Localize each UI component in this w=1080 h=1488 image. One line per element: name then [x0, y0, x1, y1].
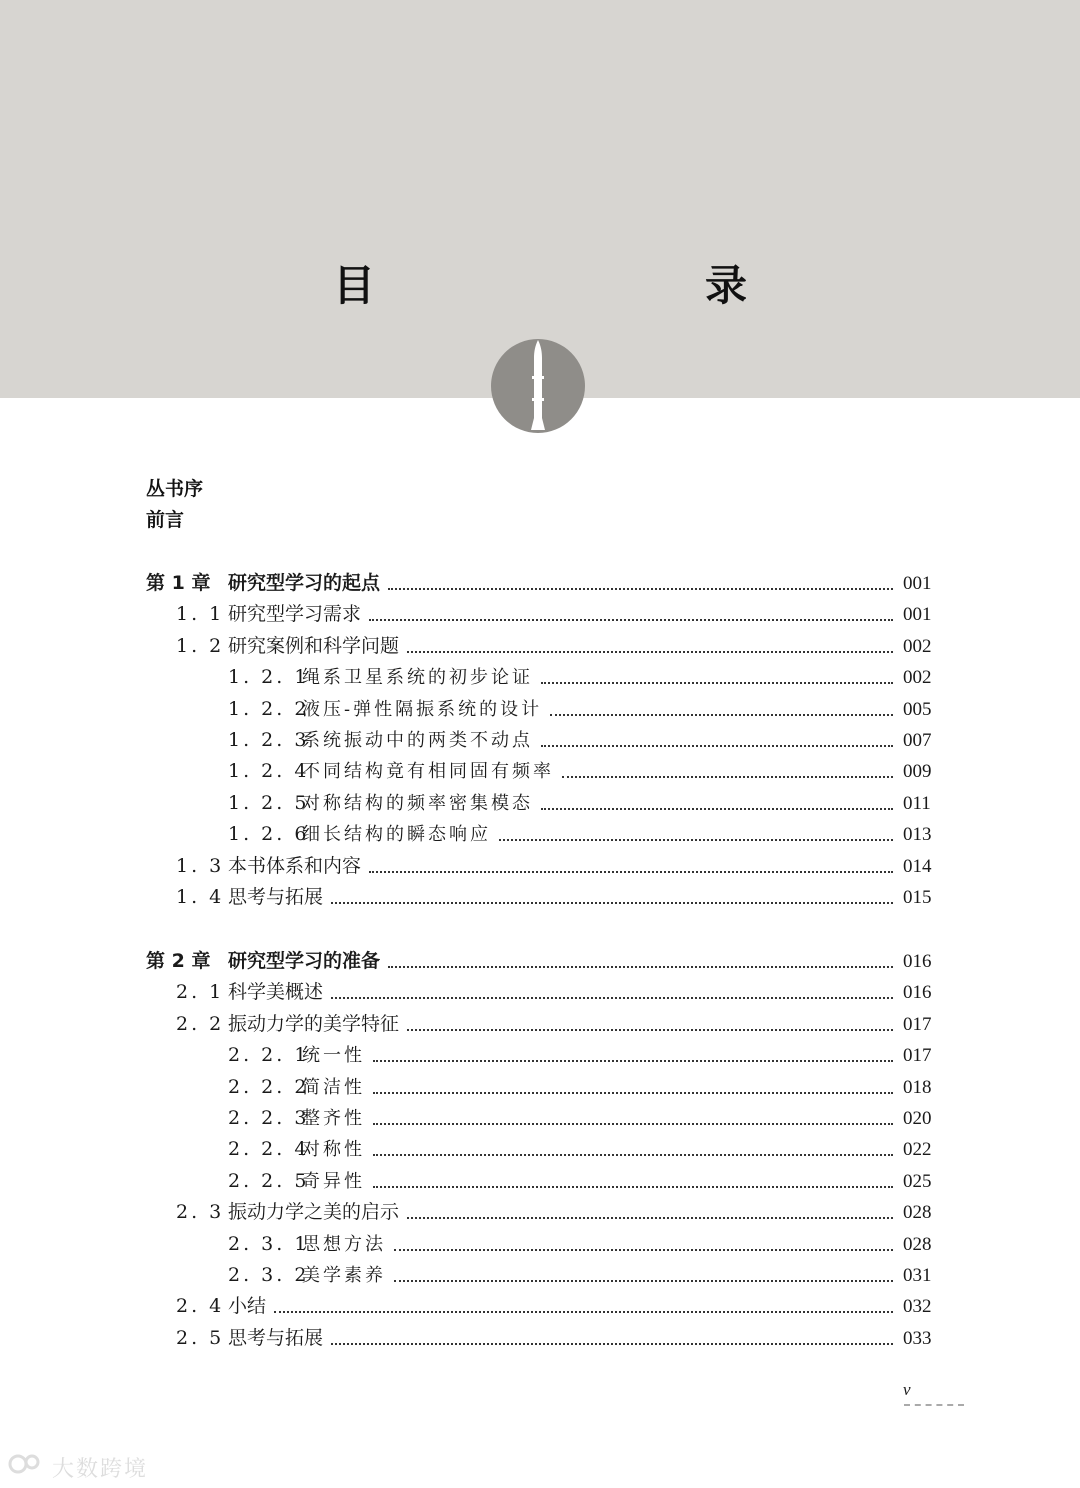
toc-subsection-row[interactable]	[0, 1103, 1080, 1134]
toc-page-number: 016	[903, 982, 932, 1003]
toc-subsection-row[interactable]	[0, 694, 1080, 725]
toc-entry-number: 1. 2. 1	[228, 666, 310, 688]
watermark-text: 大数跨境	[52, 1457, 149, 1482]
toc-section-row[interactable]	[0, 977, 1080, 1008]
toc-entry-title: 不同结构竟有相同固有频率	[302, 761, 554, 782]
toc-page-number: 007	[903, 730, 932, 751]
toc-entry-title: 振动力学的美学特征	[228, 1013, 400, 1035]
toc-entry-title: 奇异性	[302, 1171, 365, 1192]
toc-dot-leader	[407, 651, 893, 653]
toc-subsection-row[interactable]	[0, 1229, 1080, 1260]
toc-entry-title: 简洁性	[302, 1077, 365, 1098]
toc-subsection-row[interactable]	[0, 756, 1080, 787]
toc-dot-leader	[550, 714, 893, 716]
toc-page-number: 001	[903, 573, 932, 594]
toc-entry-number: 1. 2. 4	[228, 760, 310, 782]
toc-page-number: 028	[903, 1202, 932, 1223]
toc-entry-number: 2. 4	[176, 1295, 225, 1317]
toc-subsection-row[interactable]	[0, 662, 1080, 693]
toc-dot-leader	[394, 1249, 893, 1251]
toc-dot-leader	[388, 588, 893, 590]
toc-dot-leader	[373, 1060, 893, 1062]
front-item-preface[interactable]: 前言	[146, 509, 185, 531]
toc-subsection-row[interactable]	[0, 1260, 1080, 1291]
toc-dot-leader	[388, 966, 893, 968]
toc-chapter-row[interactable]	[0, 946, 1080, 977]
toc-page-number: 002	[903, 667, 932, 688]
toc-page-number: 025	[903, 1171, 932, 1192]
toc-entry-number: 第 2 章	[146, 950, 211, 972]
toc-page-number: 013	[903, 824, 932, 845]
toc-page-number: 020	[903, 1108, 932, 1129]
toc-dot-leader	[373, 1186, 893, 1188]
toc-entry-number: 2. 2. 3	[228, 1107, 310, 1129]
toc-page-number: 018	[903, 1077, 932, 1098]
toc-entry-number: 1. 4	[176, 886, 225, 908]
toc-section-row[interactable]	[0, 882, 1080, 913]
toc-dot-leader	[541, 682, 893, 684]
toc-section-row[interactable]	[0, 1197, 1080, 1228]
toc-entry-number: 2. 2. 5	[228, 1170, 310, 1192]
toc-page-number: 032	[903, 1296, 932, 1317]
toc-entry-number: 2. 3. 2	[228, 1264, 310, 1286]
toc-page-number: 033	[903, 1328, 932, 1349]
page-folio: v	[903, 1380, 911, 1399]
toc-entry-title: 对称结构的频率密集模态	[302, 793, 533, 814]
toc-entry-number: 2. 2	[176, 1013, 225, 1035]
toc-entry-title: 研究案例和科学问题	[228, 635, 400, 657]
toc-page-number: 017	[903, 1014, 932, 1035]
toc-page-number: 016	[903, 951, 932, 972]
toc-dot-leader	[369, 871, 893, 873]
toc-entry-title: 振动力学之美的启示	[228, 1201, 400, 1223]
toc-chapter-row[interactable]	[0, 568, 1080, 599]
toc-dot-leader	[407, 1029, 893, 1031]
toc-page-number: 028	[903, 1234, 932, 1255]
toc-dot-leader	[331, 997, 893, 999]
toc-page-number: 014	[903, 856, 932, 877]
toc-section-row[interactable]	[0, 599, 1080, 630]
toc-entry-title: 液压-弹性隔振系统的设计	[302, 699, 543, 720]
toc-entry-number: 2. 3	[176, 1201, 225, 1223]
toc-subsection-row[interactable]	[0, 1072, 1080, 1103]
toc-entry-number: 2. 5	[176, 1327, 225, 1349]
toc-entry-title: 对称性	[302, 1139, 365, 1160]
toc-entry-title: 统一性	[302, 1045, 365, 1066]
toc-page-number: 017	[903, 1045, 932, 1066]
toc-subsection-row[interactable]	[0, 1166, 1080, 1197]
toc-section-row[interactable]	[0, 631, 1080, 662]
toc-entry-number: 2. 2. 1	[228, 1044, 310, 1066]
toc-entry-title: 科学美概述	[228, 981, 324, 1003]
toc-section-row[interactable]	[0, 1323, 1080, 1354]
folio-rule	[904, 1404, 964, 1406]
toc-entry-title: 整齐性	[302, 1108, 365, 1129]
toc-entry-title: 细长结构的瞬态响应	[302, 824, 491, 845]
front-matter	[146, 474, 203, 536]
toc-entry-number: 1. 3	[176, 855, 225, 877]
toc-dot-leader	[373, 1092, 893, 1094]
toc-dot-leader	[331, 1343, 893, 1345]
toc-page-number: 031	[903, 1265, 932, 1286]
toc-entry-title: 研究型学习的起点	[228, 572, 381, 594]
toc-page-number: 015	[903, 887, 932, 908]
rocket-emblem-icon	[490, 338, 586, 434]
toc-dot-leader	[373, 1123, 893, 1125]
toc-entry-number: 2. 2. 2	[228, 1076, 310, 1098]
toc-page-number: 022	[903, 1139, 932, 1160]
toc-entry-number: 第 1 章	[146, 572, 211, 594]
toc-subsection-row[interactable]	[0, 725, 1080, 756]
toc-dot-leader	[407, 1217, 893, 1219]
toc-entry-title: 本书体系和内容	[228, 855, 362, 877]
toc-subsection-row[interactable]	[0, 1040, 1080, 1071]
toc-entry-number: 2. 2. 4	[228, 1138, 310, 1160]
toc-section-row[interactable]	[0, 1291, 1080, 1322]
toc-page-number: 011	[903, 793, 931, 814]
toc-entry-number: 2. 3. 1	[228, 1233, 310, 1255]
toc-dot-leader	[394, 1280, 893, 1282]
toc-entry-title: 系统振动中的两类不动点	[302, 730, 533, 751]
toc-page-number: 001	[903, 604, 932, 625]
toc-entry-title: 思考与拓展	[228, 1327, 324, 1349]
toc-entry-title: 绳系卫星系统的初步论证	[302, 667, 533, 688]
toc-dot-leader	[499, 839, 893, 841]
toc-section-row[interactable]	[0, 851, 1080, 882]
toc-entry-title: 小结	[228, 1295, 267, 1317]
toc-dot-leader	[541, 808, 893, 810]
toc-subsection-row[interactable]	[0, 1134, 1080, 1165]
toc-page-number: 002	[903, 636, 932, 657]
toc-entry-number: 1. 2. 5	[228, 792, 310, 814]
toc-entry-title: 美学素养	[302, 1265, 386, 1286]
toc-page-number: 009	[903, 761, 932, 782]
toc-dot-leader	[562, 776, 893, 778]
front-item-preface-series[interactable]: 丛书序	[146, 478, 204, 500]
toc-dot-leader	[541, 745, 893, 747]
toc-entry-number: 1. 2. 6	[228, 823, 310, 845]
toc-entry-number: 1. 2. 2	[228, 698, 310, 720]
toc-entry-number: 1. 2	[176, 635, 225, 657]
toc-section-row[interactable]	[0, 1009, 1080, 1040]
toc-subsection-row[interactable]	[0, 788, 1080, 819]
toc-dot-leader	[331, 902, 893, 904]
toc-entry-title: 思想方法	[302, 1234, 386, 1255]
toc-subsection-row[interactable]	[0, 819, 1080, 850]
toc-dot-leader	[274, 1311, 893, 1313]
toc-entry-title: 思考与拓展	[228, 886, 324, 908]
toc-entry-number: 2. 1	[176, 981, 225, 1003]
page-title: 目 录	[332, 261, 829, 310]
toc-entry-title: 研究型学习的准备	[228, 950, 381, 972]
toc-dot-leader	[373, 1154, 893, 1156]
toc-page-number: 005	[903, 699, 932, 720]
toc-entry-number: 1. 2. 3	[228, 729, 310, 751]
watermark-logo-icon	[8, 1452, 48, 1476]
toc-dot-leader	[369, 619, 893, 621]
toc-entry-title: 研究型学习需求	[228, 603, 362, 625]
toc-entry-number: 1. 1	[176, 603, 225, 625]
